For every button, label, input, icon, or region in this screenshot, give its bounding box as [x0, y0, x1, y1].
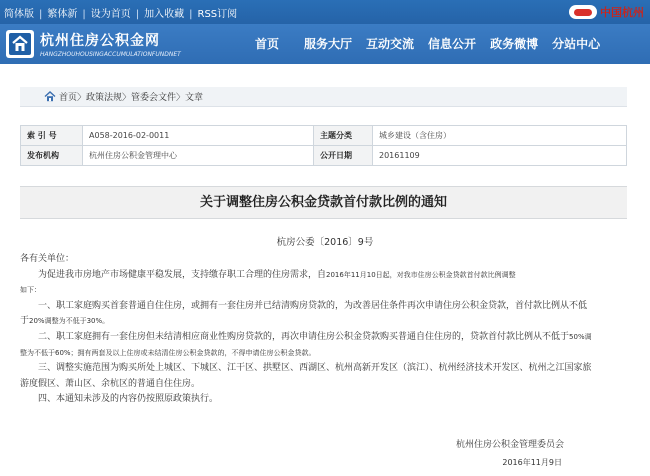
nav-branch-center[interactable]: 分站中心 — [552, 37, 601, 51]
city-badge[interactable] — [569, 3, 644, 21]
site-name-english: HANGZHOUHOUSINGACCUMULATIONFUNDNET — [40, 51, 181, 58]
separator: | — [82, 9, 86, 20]
clause-2-ratio: 50%调整为不低于60%；拥有两套及以上住房或未结清住房公积金贷款的，不得申请住房公积金贷款。 — [20, 332, 592, 357]
breadcrumb-bar — [20, 87, 627, 107]
city-badge-text: 中国杭州 — [600, 6, 644, 19]
clause-1 — [20, 299, 593, 330]
intro-text: 为促进我市房地产市场健康平稳发展，支持缴存职工合理的住房需求，自 — [38, 269, 327, 280]
publish-date-label: 公开日期 — [314, 146, 373, 166]
add-favorite-link[interactable]: 加入收藏 — [144, 9, 185, 20]
set-homepage-link[interactable]: 设为首页 — [90, 9, 131, 20]
site-name: 杭州住房公积金网 — [40, 33, 160, 49]
top-utility-bar — [0, 0, 650, 24]
clause-2-text-b: 例从不低于 — [524, 331, 570, 342]
breadcrumb[interactable]: 首页〉政策法规〉管委会文件〉文章 — [59, 93, 204, 103]
category-value: 城乡建设（含住房） — [373, 126, 627, 146]
index-label: 索 引 号 — [21, 126, 83, 146]
traditional-chinese-link[interactable]: 繁体新 — [47, 9, 78, 20]
clause-2-text: 二、职工家庭拥有一套住房但未结清相应商业性购房贷款的，再次申请住房公积金贷款购买普通自住住房的，贷款首付款比 — [38, 331, 525, 342]
signature-date: 2016年11月9日 — [502, 458, 562, 467]
separator: | — [39, 9, 43, 20]
category-label: 主题分类 — [314, 126, 373, 146]
nav-home[interactable]: 首页 — [255, 37, 280, 51]
document-info-table — [20, 125, 627, 166]
nav-info-disclosure[interactable]: 信息公开 — [428, 37, 477, 51]
document-title-bar — [20, 186, 627, 219]
intro-paragraph — [20, 268, 593, 299]
clause-1-ratio: 20%调整为不低于30%。 — [29, 317, 110, 326]
publish-date-value: 20161109 — [373, 146, 627, 166]
issuer-label: 发布机构 — [21, 146, 83, 166]
clause-3: 三、调整实施范围为购买所处上城区、下城区、江干区、拱墅区、西湖区、杭州高新开发区（滨江）、杭州经济技术开发区、杭州之江国家旅游度假区、萧山区、余杭区的普通自住住房。 — [20, 363, 592, 389]
nav-interaction[interactable]: 互动交流 — [366, 37, 415, 51]
table-row — [21, 146, 627, 166]
hangzhou-logo-icon — [569, 5, 597, 19]
site-header — [0, 24, 650, 64]
separator: | — [189, 9, 193, 20]
nav-weibo[interactable]: 政务微博 — [490, 37, 539, 51]
document-title: 关于调整住房公积金贷款首付款比例的通知 — [199, 195, 447, 210]
intro-tail: 如下： — [20, 286, 41, 295]
table-row — [21, 126, 627, 146]
rss-link[interactable]: RSS订阅 — [197, 9, 238, 20]
separator: | — [135, 9, 140, 20]
nav-service-hall[interactable]: 服务大厅 — [304, 37, 353, 51]
index-value: A058-2016-02-0011 — [83, 126, 314, 146]
signature: 杭州住房公积金管理委员会 — [455, 440, 564, 450]
utility-links — [4, 5, 237, 20]
document-body — [20, 252, 593, 408]
document-number: 杭房公委〔2016〕9号 — [276, 237, 374, 248]
clause-1-text: 一、职工家庭购买首套普通自住住房，或拥有一套住房并已结清购房贷款的，为改善居住条件再次申请住房公积金贷款，首 — [38, 300, 525, 311]
site-logo-icon[interactable] — [6, 30, 34, 58]
clause-1-text-b: 付款比例从不低于 — [20, 300, 588, 327]
home-icon — [44, 91, 56, 102]
simplified-chinese-link[interactable]: 简体版 — [4, 9, 34, 20]
salutation: 各有关单位： — [20, 254, 75, 264]
clause-4: 四、本通知未涉及的内容仍按照原政策执行。 — [38, 394, 219, 405]
clause-2 — [20, 330, 593, 361]
main-nav — [247, 24, 607, 64]
intro-effective-date: 2016年11月10日起，对我市住房公积金贷款首付款比例调整 — [326, 270, 516, 279]
issuer-value: 杭州住房公积金管理中心 — [83, 146, 314, 166]
